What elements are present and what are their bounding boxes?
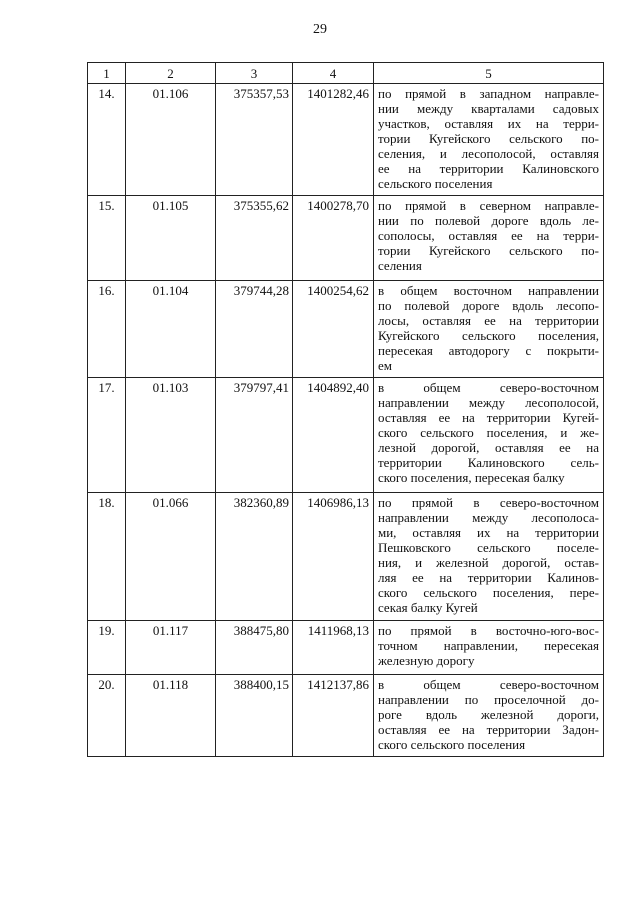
description-line: направлении между лесополоса- bbox=[378, 510, 599, 525]
description-line: по прямой в западном направле- bbox=[378, 86, 599, 101]
header-cell: 3 bbox=[216, 63, 293, 84]
boundary-description bbox=[374, 281, 604, 378]
coordinate-x: 388400,15 bbox=[216, 675, 293, 757]
table-row bbox=[88, 84, 604, 196]
point-code: 01.066 bbox=[126, 493, 216, 621]
description-line: лезной дорогой, оставляя ее на bbox=[378, 440, 599, 455]
header-cell: 5 bbox=[374, 63, 604, 84]
table-row bbox=[88, 621, 604, 675]
description-line: тории Кугейского сельского по- bbox=[378, 131, 599, 146]
header-cell: 2 bbox=[126, 63, 216, 84]
table-row bbox=[88, 493, 604, 621]
coordinate-y: 1400278,70 bbox=[293, 196, 374, 281]
description-line: сополосы, оставляя ее на терри- bbox=[378, 228, 599, 243]
table-header-row bbox=[88, 63, 604, 84]
point-code: 01.117 bbox=[126, 621, 216, 675]
coordinate-y: 1412137,86 bbox=[293, 675, 374, 757]
description-line: оставляя ее на территории Кугей- bbox=[378, 410, 599, 425]
description-line: направлении между лесополосой, bbox=[378, 395, 599, 410]
table-row bbox=[88, 378, 604, 493]
description-line: по прямой в восточно-юго-вос- bbox=[378, 623, 599, 638]
description-line: ского поселения, пересекая балку bbox=[378, 470, 565, 485]
description-line: нии между кварталами садовых bbox=[378, 101, 599, 116]
row-number: 17. bbox=[88, 378, 126, 493]
description-line: в общем северо-восточном bbox=[378, 380, 599, 395]
description-line: Кугейского сельского поселения, bbox=[378, 328, 599, 343]
description-line: точном направлении, пересекая bbox=[378, 638, 599, 653]
coordinate-x: 388475,80 bbox=[216, 621, 293, 675]
row-number: 16. bbox=[88, 281, 126, 378]
description-line: сельского поселения bbox=[378, 176, 493, 191]
description-line: по прямой в северном направле- bbox=[378, 198, 599, 213]
description-line: в общем северо-восточном bbox=[378, 677, 599, 692]
description-line: ского сельского поселения, и же- bbox=[378, 425, 599, 440]
description-line: лосы, оставляя ее на территории bbox=[378, 313, 599, 328]
coordinate-x: 375357,53 bbox=[216, 84, 293, 196]
boundary-description bbox=[374, 84, 604, 196]
point-code: 01.106 bbox=[126, 84, 216, 196]
description-line: ми, оставляя их на территории bbox=[378, 525, 599, 540]
row-number: 14. bbox=[88, 84, 126, 196]
row-number: 15. bbox=[88, 196, 126, 281]
description-line: роге вдоль железной дороги, bbox=[378, 707, 599, 722]
coordinate-y: 1404892,40 bbox=[293, 378, 374, 493]
page-number: 29 bbox=[313, 22, 327, 37]
description-line: селения, и лесополосой, оставляя bbox=[378, 146, 599, 161]
boundary-description bbox=[374, 378, 604, 493]
coordinate-x: 382360,89 bbox=[216, 493, 293, 621]
description-line: участков, оставляя их на терри- bbox=[378, 116, 599, 131]
row-number: 18. bbox=[88, 493, 126, 621]
point-code: 01.105 bbox=[126, 196, 216, 281]
description-line: секая балку Кугей bbox=[378, 600, 478, 615]
description-line: ляя ее на территории Калинов- bbox=[378, 570, 599, 585]
coordinate-x: 379797,41 bbox=[216, 378, 293, 493]
coordinate-y: 1400254,62 bbox=[293, 281, 374, 378]
table-row bbox=[88, 281, 604, 378]
boundary-description bbox=[374, 493, 604, 621]
point-code: 01.103 bbox=[126, 378, 216, 493]
description-line: оставляя ее на территории Задон- bbox=[378, 722, 599, 737]
description-line: направлении по проселочной до- bbox=[378, 692, 599, 707]
description-line: по полевой дороге вдоль лесопо- bbox=[378, 298, 599, 313]
table-row bbox=[88, 675, 604, 757]
description-line: железную дорогу bbox=[378, 653, 475, 668]
description-line: селения bbox=[378, 258, 422, 273]
description-line: ского сельского поселения bbox=[378, 737, 526, 752]
description-line: ского сельского поселения, пере- bbox=[378, 585, 599, 600]
boundary-description bbox=[374, 621, 604, 675]
description-line: тории Кугейского сельского по- bbox=[378, 243, 599, 258]
description-line: в общем восточном направлении bbox=[378, 283, 599, 298]
boundary-table bbox=[87, 62, 604, 757]
boundary-description bbox=[374, 196, 604, 281]
description-line: территории Калиновского сель- bbox=[378, 455, 599, 470]
description-line: Пешковского сельского поселе- bbox=[378, 540, 599, 555]
coordinate-x: 375355,62 bbox=[216, 196, 293, 281]
description-line: пересекая автодорогу с покрыти- bbox=[378, 343, 599, 358]
coordinate-y: 1406986,13 bbox=[293, 493, 374, 621]
coordinate-x: 379744,28 bbox=[216, 281, 293, 378]
description-line: ния, и железной дорогой, остав- bbox=[378, 555, 599, 570]
row-number: 20. bbox=[88, 675, 126, 757]
header-cell: 1 bbox=[88, 63, 126, 84]
header-cell: 4 bbox=[293, 63, 374, 84]
description-line: по прямой в северо-восточном bbox=[378, 495, 599, 510]
point-code: 01.104 bbox=[126, 281, 216, 378]
description-line: ем bbox=[378, 358, 392, 373]
point-code: 01.118 bbox=[126, 675, 216, 757]
table-row bbox=[88, 196, 604, 281]
boundary-description bbox=[374, 675, 604, 757]
description-line: нии по полевой дороге вдоль ле- bbox=[378, 213, 599, 228]
row-number: 19. bbox=[88, 621, 126, 675]
coordinate-y: 1401282,46 bbox=[293, 84, 374, 196]
coordinate-y: 1411968,13 bbox=[293, 621, 374, 675]
description-line: ее на территории Калиновского bbox=[378, 161, 599, 176]
